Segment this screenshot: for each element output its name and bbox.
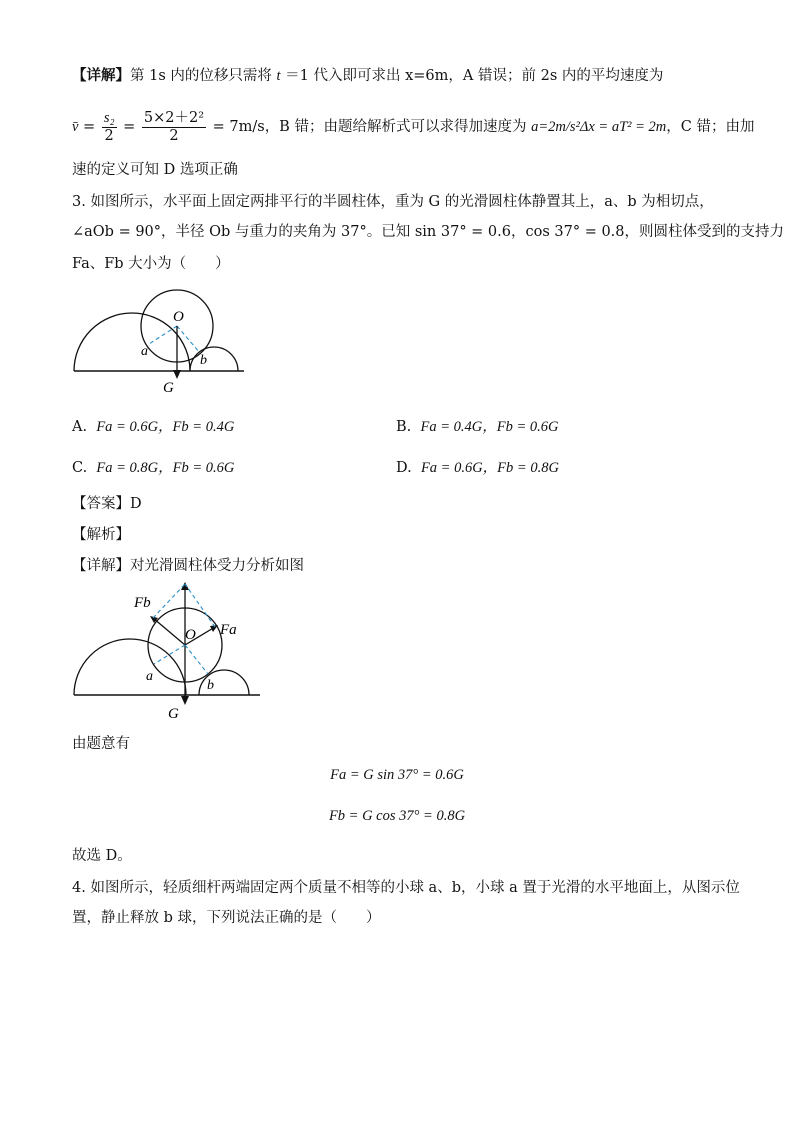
- label-a: a: [141, 344, 148, 359]
- analysis-heading: 【解析】: [72, 527, 130, 543]
- q3-stem-line-2: ∠aOb = 90°，半径 Ob 与重力的夹角为 37°。已知 sin 37° = 0.6，cos 37° = 0.8，则圆柱体受到的支持力: [72, 224, 785, 240]
- resultant-arrow-head: [181, 582, 189, 590]
- left-half-cylinder: [74, 639, 186, 695]
- label-g: G: [168, 706, 179, 722]
- option-c[interactable]: C. Fa = 0.8G，Fb = 0.6G: [72, 460, 235, 476]
- option-b[interactable]: B. Fa = 0.4G，Fb = 0.6G: [396, 419, 559, 435]
- right-half-cylinder: [190, 347, 238, 371]
- label-b: b: [207, 678, 214, 693]
- q3-stem-line-1: 3. 如图所示，水平面上固定两排平行的半圆柱体，重为 G 的光滑圆柱体静置其上，a、b 为相切点，: [72, 194, 714, 210]
- radius-ob: [185, 645, 208, 674]
- label-b: b: [200, 353, 207, 368]
- label-fb: Fb: [134, 595, 151, 611]
- equation-fa: Fa = G sin 37° = 0.6G: [330, 767, 464, 783]
- conclusion-line: 故选 D。: [72, 848, 132, 864]
- answer-line: 【答案】D: [72, 496, 142, 512]
- q4-stem-line-1: 4. 如图所示，轻质细杆两端固定两个质量不相等的小球 a、b，小球 a 置于光滑的水平地面上，从图示位: [72, 880, 740, 896]
- q3-stem-line-3: Fa、Fb 大小为（ ）: [72, 256, 230, 272]
- parallelogram-edge-2: [185, 584, 215, 627]
- prev-detail-line-3: 速的定义可知 D 选项正确: [72, 162, 238, 178]
- fraction-value: $\frac{\text{5×2＋2²}}{2}$: [143, 109, 205, 144]
- parallelogram-edge-1: [153, 584, 185, 618]
- label-o: O: [185, 627, 196, 643]
- q3-figure: [68, 282, 248, 397]
- label-fa: Fa: [220, 622, 237, 638]
- prev-detail-line-2: v̄ = $\frac{\text{s₂}}{2}$ = $\frac{\text{5×2＋2²}}{2}$ = 7m/s，B 错；由题给解析式可以求得加速度为 a=2m/s²Δx = aT² = 2m，C 错；由加: [72, 109, 755, 144]
- prev-detail-line-1: 【详解】第 1s 内的位移只需将 t ＝1 代入即可求出 x=6m，A 错误；前 2s 内的平均速度为: [72, 67, 664, 84]
- force-diagram: [68, 582, 268, 722]
- fb-arrow: [153, 618, 185, 645]
- gravity-arrow-head: [181, 696, 189, 705]
- equation-fb: Fb = G cos 37° = 0.8G: [328, 808, 466, 824]
- option-d[interactable]: D. Fa = 0.6G，Fb = 0.8G: [396, 460, 559, 476]
- option-a[interactable]: A. Fa = 0.6G，Fb = 0.4G: [72, 419, 235, 435]
- label-o: O: [173, 309, 184, 325]
- fraction-s2: $\frac{\text{s₂}}{2}$: [103, 109, 115, 144]
- q4-stem-line-2: 置，静止释放 b 球，下列说法正确的是（ ）: [72, 910, 381, 926]
- radius-oa: [149, 326, 177, 344]
- label-a: a: [146, 669, 153, 684]
- label-g: G: [163, 380, 174, 396]
- from-problem-line: 由题意有: [72, 736, 130, 752]
- detail-line: 【详解】对光滑圆柱体受力分析如图: [72, 558, 304, 574]
- gravity-arrow-head: [173, 370, 181, 379]
